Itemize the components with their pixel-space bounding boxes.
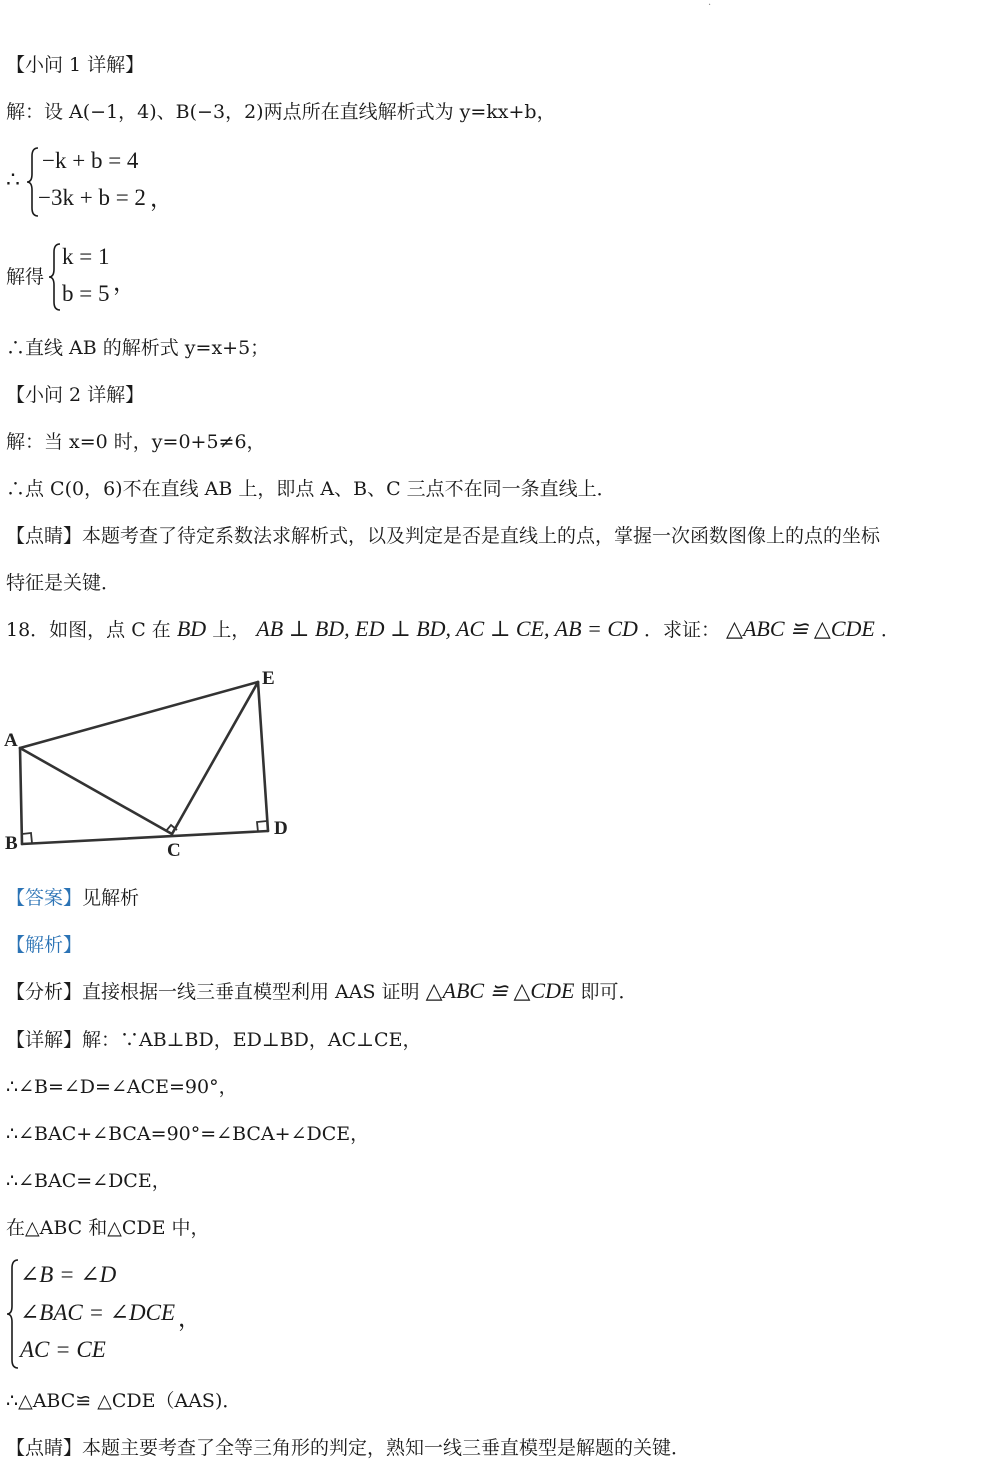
problem18-end: ． <box>880 619 900 641</box>
problem18-prove: ．求证： <box>643 619 720 641</box>
label-e: E <box>262 668 275 689</box>
right-angle-mark-b <box>22 833 32 843</box>
answer-text: 见解析 <box>82 887 140 909</box>
q2-line2: ∴点 C(0，6)不在直线 AB 上，即点 A、B、C 三点不在同一条直线上． <box>6 478 616 500</box>
problem18-prefix: 18．如图，点 C 在 <box>6 619 171 641</box>
problem18-conditions: AB ⊥ BD, ED ⊥ BD, AC ⊥ CE, AB = CD <box>256 616 638 641</box>
detail-line5: 在△ABC 和△CDE 中， <box>6 1217 210 1239</box>
fenxi-line <box>6 978 638 1005</box>
detail-line6: ∴△ABC≌ △CDE（AAS)． <box>6 1390 242 1412</box>
q2-line1: 解：当 x=0 时，y=0+5≠6， <box>6 431 266 453</box>
segment-ac <box>20 748 172 834</box>
fenxi-tag: 【分析】 <box>6 981 83 1003</box>
comment1-line2: 特征是关键． <box>6 572 121 594</box>
problem18-bd: BD <box>176 616 207 641</box>
label-d: D <box>274 818 288 839</box>
geometry-figure <box>0 662 320 862</box>
comment2: 【点睛】本题主要考查了全等三角形的判定，熟知一线三垂直模型是解题的关键． <box>6 1437 691 1459</box>
segment-de <box>258 682 268 831</box>
segment-bd <box>22 831 268 844</box>
system2-eq2: b = 5 <box>62 281 110 306</box>
answer-tag: 【答案】 <box>6 887 83 909</box>
header-mark: · <box>708 0 712 11</box>
q2-title: 【小问 2 详解】 <box>6 384 145 406</box>
q1-conclusion: ∴直线 AB 的解析式 y=x+5； <box>6 337 270 359</box>
label-b: B <box>5 833 18 854</box>
therefore-symbol: ∴ <box>6 168 20 193</box>
fenxi-text: 直接根据一线三垂直模型利用 AAS 证明 <box>82 981 420 1003</box>
label-c: C <box>167 840 181 861</box>
system1-tail: ， <box>150 186 173 211</box>
analysis-tag: 【解析】 <box>6 934 83 956</box>
q1-line1: 解：设 A(−1，4)、B(−3，2)两点所在直线解析式为 y=kx+b， <box>6 101 556 123</box>
problem18-statement <box>6 616 900 643</box>
system1-eq2: −3k + b = 2 <box>38 185 146 210</box>
segment-ab <box>20 748 22 844</box>
left-brace-icon <box>6 1258 20 1370</box>
q1-title: 【小问 1 详解】 <box>6 54 145 76</box>
detail-line2: ∴∠B=∠D=∠ACE=90°， <box>6 1076 238 1098</box>
system2-eq1: k = 1 <box>62 244 110 269</box>
fenxi-goal: △ABC ≌ △CDE <box>425 978 575 1003</box>
fenxi-end: 即可． <box>580 981 638 1003</box>
detail-sys-tail: ， <box>178 1306 201 1331</box>
label-a: A <box>4 730 18 751</box>
segment-ce <box>172 682 258 834</box>
problem18-goal: △ABC ≌ △CDE <box>726 616 875 641</box>
segment-ae <box>20 682 258 748</box>
comment1-line1: 【点睛】本题考查了待定系数法求解析式，以及判定是否是直线上的点，掌握一次函数图像上的点的坐标 <box>6 525 881 547</box>
detail-sys-eq1: ∠B = ∠D <box>20 1262 117 1287</box>
left-brace-icon <box>48 242 62 312</box>
detail-line3: ∴∠BAC+∠BCA=90°=∠BCA+∠DCE， <box>6 1123 370 1145</box>
detail-sys-eq2: ∠BAC = ∠DCE <box>20 1300 176 1325</box>
problem18-mid: 上， <box>212 619 251 641</box>
detail-sys-eq3: AC = CE <box>20 1337 106 1362</box>
detail-line1: 【详解】解：∵AB⊥BD，ED⊥BD，AC⊥CE， <box>6 1029 422 1051</box>
answer-line <box>6 885 139 911</box>
system1-eq1: −k + b = 4 <box>42 148 139 173</box>
detail-line4: ∴∠BAC=∠DCE， <box>6 1170 171 1192</box>
solve-label: 解得 <box>6 266 45 288</box>
system2-tail: ， <box>113 270 136 295</box>
